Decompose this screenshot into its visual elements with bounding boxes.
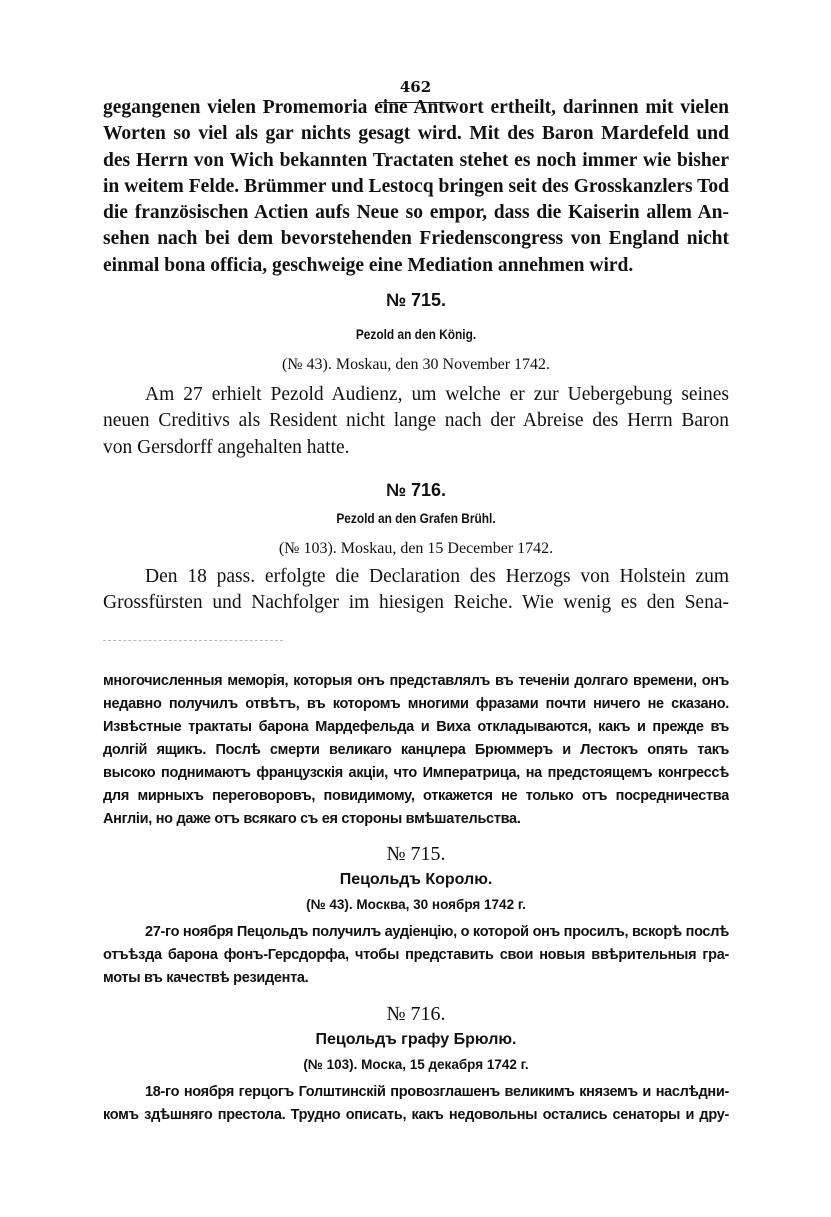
text-line: Grossfürsten und Nachfolger im hiesigen Reiche. Wie wenig es den Sena- — [103, 592, 729, 614]
entry-body — [103, 382, 729, 461]
text-line: отъѣзда барона фонъ-Герсдорфа, чтобы представить свои новыя ввѣрительныя гра- — [103, 947, 729, 963]
text-line: sehen nach bei dem bevorstehenden Friedenscongress von England nicht — [103, 228, 729, 250]
text-line: neuen Creditivs als Resident nicht lange nach der Abreise des Herrn Baron — [103, 410, 729, 432]
entry-date: (№ 103). Моска, 15 декабря 1742 г. — [303, 1057, 529, 1072]
text-line: Den 18 pass. erfolgte die Declaration des Herzogs von Holstein zum — [145, 566, 729, 587]
text-line: einmal bona officia, geschweige eine Mediation annehmen wird. — [103, 254, 634, 276]
text-line: Извѣстные трактаты барона Мардефельда и Виха откладываются, какъ и прежде въ — [103, 719, 729, 735]
entry-date: (№ 43). Москва, 30 ноября 1742 г. — [306, 897, 526, 912]
russian-entry-716 — [103, 1003, 729, 1127]
text-line: von Gersdorff angehalten hatte. — [103, 436, 350, 458]
text-line: комъ здѣшняго престола. Трудно описать, какъ недовольны остались сенаторы и дру- — [103, 1107, 729, 1123]
entry-number: № 715. — [385, 290, 447, 310]
text-line: Am 27 erhielt Pezold Audienz, um welche er zur Uebergebung seines — [145, 384, 729, 405]
entry-number: № 716. — [386, 1003, 446, 1025]
text-line: in weitem Felde. Brümmer und Lestocq bringen seit des Grosskanzlers Tod — [103, 175, 729, 197]
text-line: des Herrn von Wich bekannten Tractaten stehet es noch immer wie bisher — [103, 149, 729, 171]
section-divider — [103, 640, 283, 641]
entry-date: (№ 43). Moskau, den 30 November 1742. — [281, 356, 551, 373]
entry-body — [103, 921, 729, 990]
text-line: долгій ящикъ. Послѣ смерти великаго канцлера Брюммеръ и Лестокъ опять такъ — [103, 742, 729, 758]
entry-number: № 715. — [386, 843, 446, 865]
german-entry-715 — [103, 290, 729, 461]
german-entry-716 — [103, 480, 729, 617]
entry-body — [103, 564, 729, 617]
entry-number: № 716. — [385, 480, 447, 500]
entry-heading: Pezold an den König. — [355, 326, 477, 342]
text-line: 27-го ноября Пецольдъ получилъ аудіенцію, о которой онъ просилъ, вскорѣ послѣ — [145, 924, 729, 940]
text-line: Worten so viel als gar nichts gesagt wird. Mit des Baron Mardefeld und — [103, 123, 729, 145]
text-line: 18-го ноября герцогъ Голштинскій провозглашенъ великимъ княземъ и наслѣдни- — [145, 1084, 729, 1100]
russian-intro-paragraph — [103, 670, 729, 831]
russian-entry-715 — [103, 843, 729, 990]
text-line: многочисленныя меморія, которыя онъ представлялъ въ теченіи долгаго времени, онъ — [103, 673, 729, 689]
text-line: моты въ качествѣ резидента. — [103, 970, 309, 986]
entry-heading: Пецольдъ графу Брюлю. — [315, 1031, 517, 1048]
text-line: die französischen Actien aufs Neue so empor, dass die Kaiserin allem An- — [103, 202, 729, 224]
text-line: для мирныхъ переговоровъ, повидимому, откажется не только отъ посредничества — [103, 788, 729, 804]
entry-date: (№ 103). Moskau, den 15 December 1742. — [278, 540, 554, 557]
text-line: высоко поднимаютъ французскія акціи, что Императрица, на предстоящемъ конгрессѣ — [103, 765, 729, 781]
text-line: Англіи, но даже отъ всякаго съ ея стороны вмѣшательства. — [103, 811, 521, 827]
text-line: gegangenen vielen Promemoria eine Antwort ertheilt, darinnen mit vielen — [103, 97, 729, 118]
text-line: недавно получилъ отвѣтъ, въ которомъ многими фразами почти ничего не сказано. — [103, 696, 729, 712]
entry-heading: Pezold an den Grafen Brühl. — [336, 510, 496, 526]
page-number: 462 — [399, 78, 432, 96]
entry-heading: Пецольдъ Королю. — [339, 871, 493, 888]
entry-body — [103, 1081, 729, 1127]
german-intro-paragraph — [103, 95, 729, 279]
